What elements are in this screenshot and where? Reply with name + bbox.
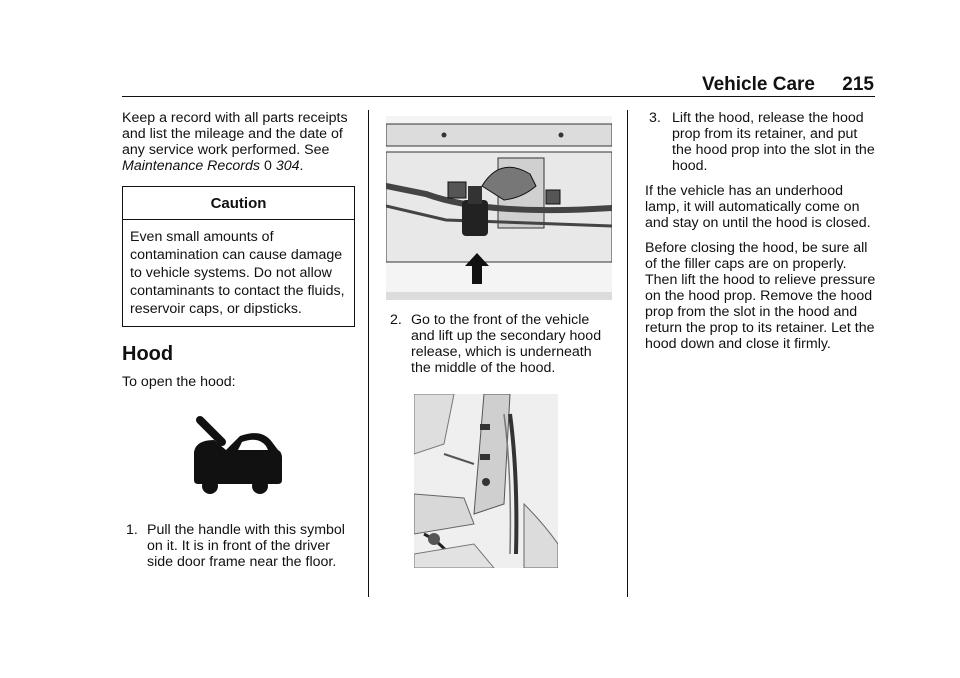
intro-paragraph: Keep a record with all parts receipts and list the mileage and the date of any service work performed. See Maintenance Records 0 304. [122, 110, 348, 174]
step-2-text: Go to the front of the vehicle and lift up the secondary hood release, which is underneath the middle of the hood. [411, 312, 602, 376]
header-page-number: 215 [842, 74, 874, 95]
header-section-title: Vehicle Care [701, 74, 815, 95]
page-ref-glyph: 0 [263, 158, 272, 174]
page-ref-number[interactable]: 304 [275, 158, 300, 174]
maintenance-records-link[interactable]: Maintenance Records [122, 158, 261, 174]
step-1 [122, 522, 358, 570]
caution-text: Even small amounts of contamination can cause damage to vehicle systems. Do not allow contaminants to contact the fluids, reservoir caps, or dipsticks. [130, 229, 345, 317]
hood-prop-illustration [414, 394, 558, 568]
column-3 [645, 110, 877, 361]
step-3-text: Lift the hood, release the hood prop from its retainer, and put the hood prop into the slot in the hood. [672, 110, 875, 174]
step-2 [386, 312, 612, 376]
caution-title: Caution [123, 187, 354, 220]
underhood-lamp-paragraph: If the vehicle has an underhood lamp, it will automatically come on and stay on until the hood is closed. [645, 183, 871, 231]
section-heading-hood: Hood [122, 343, 174, 365]
step-2-number: 2. [390, 312, 402, 328]
step-3-number: 3. [649, 110, 661, 126]
column-1 [122, 110, 358, 579]
column-divider-2 [627, 110, 628, 597]
header-rule [122, 96, 875, 97]
hood-icon-container [122, 412, 358, 502]
step-1-text: Pull the handle with this symbol on it. It is in front of the driver side door frame near the floor. [147, 522, 345, 570]
step-1-number: 1. [126, 522, 138, 538]
column-2 [386, 110, 612, 568]
step-3 [645, 110, 877, 174]
closing-hood-paragraph: Before closing the hood, be sure all of the filler caps are on properly. Then lift the hood to relieve pressure on the hood prop. Remove the hood prop from the slot in the hood and return the prop to its retainer. Let the hood down and close it firmly. [645, 240, 876, 352]
open-hood-intro: To open the hood: [122, 374, 236, 390]
column-divider-1 [368, 110, 369, 597]
secondary-hood-release-illustration [386, 116, 612, 300]
hood-release-symbol-icon [122, 412, 358, 502]
page-header [0, 66, 960, 106]
caution-box [122, 186, 355, 327]
